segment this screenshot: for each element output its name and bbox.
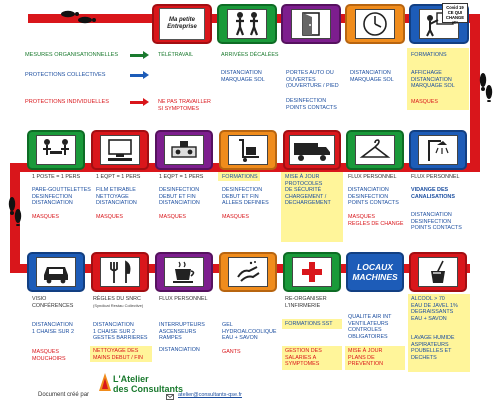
tile-coffee[interactable] [155,252,213,292]
r3-col1-top: VISIO CONFÉRENCES [32,296,74,309]
computer-icon [105,137,135,163]
r2-col1-red: MASQUES [32,214,59,220]
r1-col4-blue: DISTANCIATION MARQUAGE SOL [350,70,394,83]
r2-col2-top: 1 EQPT = 1 PERS [96,174,141,180]
door-icon [298,11,324,37]
r3-col7-top: ALCOOL > 70 EAU DE JAVEL 1% DEGRAISSANTS EAU + SAVON [411,296,458,322]
covid-note-line3: CHANGE ICI [445,15,465,25]
r3-col1-red: MASQUES MOUCHOIRS [32,349,66,362]
footer-logo-line2: des Consultants [113,384,184,394]
r3-col1-blue: DISTANCIATION 1 CHAISE SUR 2 [32,322,74,335]
r1-col1-red: NE PAS TRAVAILLER SI SYMPTOMES [158,99,211,112]
r2-col3-top: 1 EQPT = 1 PERS [159,174,204,180]
tile-start-company[interactable] [152,4,212,44]
people-icon [230,11,264,37]
tile-locaux-machines[interactable] [346,252,404,292]
tile-clock[interactable] [345,4,405,44]
legend-arrow-green [130,54,144,57]
r3-col5-top: RE-ORGANISER L'INFIRMERIE [285,296,327,309]
r2-col5-top: MISE À JOUR PROTOCOLES DE SÉCURITÉ CHARGEMENT / DECHARGEMENT [285,174,331,207]
company-title-box [159,8,205,40]
tile-changing-room[interactable] [346,130,404,170]
covid-note-line1: Covid 19 [446,5,464,10]
hanger-icon [359,137,391,163]
tile-cleaning[interactable] [409,252,467,292]
legend-individual: PROTECTIONS INDIVIDUELLES [25,99,109,105]
r1-col3-blue2: DESINFECTION POINTS CONTACTS [286,98,337,111]
shower-icon [423,137,453,163]
footprint-icon [478,72,494,102]
legend-organisational: MESURES ORGANISATIONNELLES [25,52,119,58]
legend-arrow-red [130,101,144,104]
footprint-icon [60,8,100,26]
r1-col5-red: MASQUES [411,99,438,105]
r3-col2-top: RÈGLES DU SNRC [93,296,141,302]
tile-arrivals[interactable] [217,4,277,44]
meeting-icon [39,137,73,163]
cutlery-icon [105,259,135,285]
bucket-icon [423,259,453,285]
footer-logo-line1: L'Atelier [113,374,149,384]
car-icon [40,259,72,285]
logo-icon [98,372,112,392]
r1-col5-blue: AFFICHAGE DISTANCIATION MARQUAGE SOL [411,70,455,90]
r3-col4-blue: GEL HYDROALCOOLIQUE EAU + SAVON [222,322,277,342]
r1-col1-green: TÉLÉTRAVAIL [158,52,194,58]
footer-created-by: Document créé par [38,392,90,398]
tools-icon [168,137,200,163]
company-title-line2: Entreprise [167,24,197,30]
covid-note [442,3,468,23]
r3-col2-blue: DISTANCIATION 1 CHAISE SUR 2 GESTES BARRIERES [93,322,148,342]
r2-col2-blue: FILM ETIRABLE NETTOYAGE DISTANCIATION [96,187,137,207]
tile-canteen[interactable] [91,252,149,292]
r3-col2-red: NETTOYAGE DES MAINS DEBUT / FIN [93,348,143,361]
r1-col5-green: FORMATIONS [411,52,447,58]
r2-col1-blue: PARE-GOUTTELETTES DESINFECTION DISTANCIATION [32,187,91,207]
footer-email[interactable]: atelier@consultants-qse.fr [178,392,242,398]
r2-col6-blue: DISTANCIATION DESINFECTION POINTS CONTACTS [348,187,399,207]
r2-col2-red: MASQUES [96,214,123,220]
r2-col1-top: 1 POSTE = 1 PERS [32,174,81,180]
tile-workstation[interactable] [27,130,85,170]
r3-col3-top: FLUX PERSONNEL [159,296,208,302]
r1-col3-blue: PORTES AUTO OU OUVERTES (OUVERTURE / PIED [286,70,339,90]
r3-col6-blue: QUALITE AIR INT VENTILATEURS CONTROLES OBLIGATOIRES [348,314,392,340]
cross-icon [299,259,325,285]
company-title-line1: Ma petite [168,17,195,23]
locaux-title: LOCAUX [357,262,393,272]
r2-col4-red: MASQUES [222,214,249,220]
tile-computer[interactable] [91,130,149,170]
tile-visio[interactable] [27,252,85,292]
covid-note-line2: CE QUI [447,10,463,15]
legend-collective: PROTECTIONS COLLECTIVES [25,72,106,78]
r2-col4-blue: DESINFECTION DEBUT ET FIN ALLEES DEFINIES [222,187,269,207]
r2-col6-top: FLUX PERSONNEL [348,174,397,180]
r3-col6-red: MISE À JOUR PLANS DE PREVENTION [348,348,384,368]
machines-title: MACHINES [352,272,398,282]
r3-col5-blue: FORMATIONS SST [285,321,333,327]
r2-col7-blue: VIDANGE DES CANALISATIONS [411,187,455,200]
tile-shower[interactable] [409,130,467,170]
coffee-icon [169,259,199,285]
r3-col7-blue: LAVAGE HUMIDE ASPIRATEURS POUBELLES ET DECHETS [411,335,455,361]
r2-col7-blue2: DISTANCIATION DESINFECTION POINTS CONTACTS [411,212,462,232]
clock-icon [362,11,388,37]
legend-arrow-blue [130,74,144,77]
r1-col2-green: ARRIVÉES DÉCALÉES [221,52,279,58]
email-icon [166,394,174,400]
r2-col3-red: MASQUES [159,214,186,220]
tile-handwash[interactable] [219,252,277,292]
footprint-icon [7,196,23,226]
handwash-icon [233,259,263,285]
r3-col2-sub: (Syndicat Restau Collective) [93,303,144,308]
r2-col4-top: FORMATIONS [222,174,258,180]
r1-col2-blue: DISTANCIATION MARQUAGE SOL [221,70,265,83]
tile-trolley[interactable] [219,130,277,170]
tile-doors[interactable] [281,4,341,44]
r2-col7-top: FLUX PERSONNEL [411,174,460,180]
tile-equipment[interactable] [155,130,213,170]
truck-icon [292,137,332,163]
r3-col5-red: GESTION DES SALARIES A SYMPTOMES [285,348,322,368]
trolley-icon [233,137,263,163]
r3-col4-red: GANTS [222,349,241,355]
r2-col3-blue: DESINFECTION DEBUT ET FIN DISTANCIATION [159,187,200,207]
r3-col3-blue: INTERRUPTEURS ASCENSEURS RAMPES [159,322,205,342]
r3-col3-blue2: DISTANCIATION [159,347,200,353]
tile-infirmary[interactable] [283,252,341,292]
r2-col6-red: MASQUES REGLES DE CHANGE [348,214,404,227]
tile-truck[interactable] [283,130,341,170]
